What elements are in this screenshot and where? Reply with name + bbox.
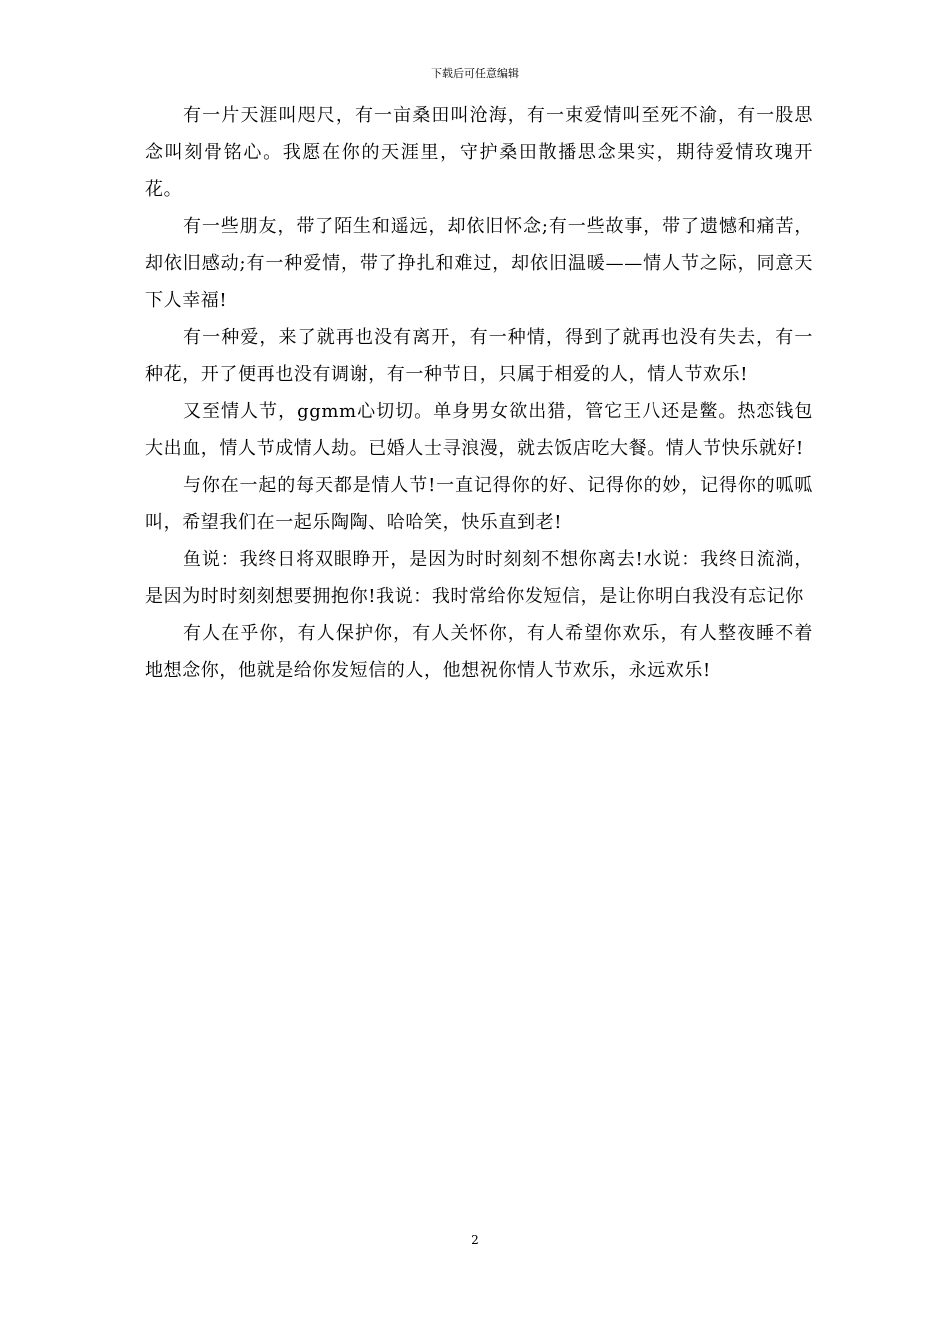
document-body [145, 97, 813, 689]
paragraph-3: 有一种爱，来了就再也没有离开，有一种情，得到了就再也没有失去，有一种花，开了便再也没有调谢，有一种节日，只属于相爱的人，情人节欢乐! [145, 327, 813, 385]
paragraph-5: 与你在一起的每天都是情人节!一直记得你的好、记得你的妙，记得你的呱呱叫，希望我们在一起乐陶陶、哈哈笑，快乐直到老! [145, 475, 813, 533]
paragraph-7: 有人在乎你，有人保护你，有人关怀你，有人希望你欢乐，有人整夜睡不着地想念你，他就是给你发短信的人，他想祝你情人节欢乐，永远欢乐! [145, 623, 813, 681]
paragraph-2: 有一些朋友，带了陌生和遥远，却依旧怀念;有一些故事，带了遗憾和痛苦，却依旧感动;有一种爱情，带了挣扎和难过，却依旧温暖——情人节之际，同意天下人幸福! [145, 216, 813, 311]
paragraph-6: 鱼说：我终日将双眼睁开，是因为时时刻刻不想你离去!水说：我终日流淌，是因为时时刻刻想要拥抱你!我说：我时常给你发短信，是让你明白我没有忘记你 [145, 549, 813, 607]
page-number: 2 [471, 1233, 479, 1247]
paragraph-1: 有一片天涯叫咫尺，有一亩桑田叫沧海，有一束爱情叫至死不渝，有一股思念叫刻骨铭心。我愿在你的天涯里，守护桑田散播思念果实，期待爱情玫瑰开花。 [145, 105, 813, 200]
page-header: 下载后可任意编辑 [431, 67, 519, 80]
paragraph-4: 又至情人节，ggmm心切切。单身男女欲出猎，管它王八还是鳖。热恋钱包大出血，情人节成情人劫。已婚人士寻浪漫，就去饭店吃大餐。情人节快乐就好! [145, 401, 813, 459]
